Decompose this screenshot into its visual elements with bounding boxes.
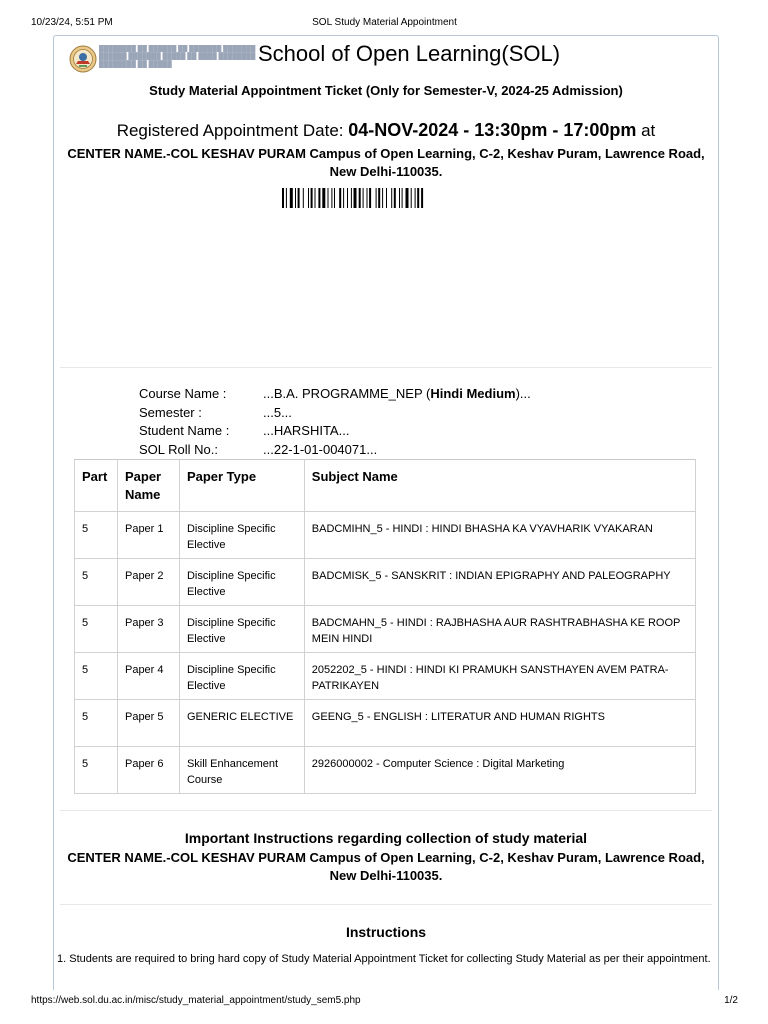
page-url: https://web.sol.du.ac.in/misc/study_material_appointment/study_sem5.php xyxy=(31,995,361,1006)
table-row xyxy=(75,700,696,747)
print-footer xyxy=(31,995,738,1009)
print-page-title: SOL Study Material Appointment xyxy=(312,17,457,28)
subject-name-cell: 2926000002 - Computer Science : Digital Marketing xyxy=(304,747,695,794)
page-number: 1/2 xyxy=(724,995,738,1006)
part-cell: 5 xyxy=(75,700,118,747)
subject-name-cell: BADCMAHN_5 - HINDI : RAJBHASHA AUR RASHTRABHASHA KE ROOP MEIN HINDI xyxy=(304,606,695,653)
appointment-datetime: 04-NOV-2024 - 13:30pm - 17:00pm xyxy=(348,120,637,140)
university-logo-icon xyxy=(69,45,97,73)
appointment-center: CENTER NAME.-COL KESHAV PURAM Campus of Open Learning, C-2, Keshav Puram, Lawrence Road, New Delhi-110035. xyxy=(67,146,705,179)
subject-name-cell: BADCMIHN_5 - HINDI : HINDI BHASHA KA VYAVHARIK VYAKARAN xyxy=(304,512,695,559)
table-row xyxy=(75,606,696,653)
table-header-row xyxy=(75,460,696,512)
subject-name-cell: BADCMISK_5 - SANSKRIT : INDIAN EPIGRAPHY AND PALEOGRAPHY xyxy=(304,559,695,606)
course-label: Course Name : xyxy=(139,386,227,401)
important-center: CENTER NAME.-COL KESHAV PURAM Campus of Open Learning, C-2, Keshav Puram, Lawrence Road, New Delhi-110035. xyxy=(67,850,705,883)
paper-name-cell: Paper 2 xyxy=(117,559,179,606)
part-cell: 5 xyxy=(75,653,118,700)
paper-name-cell: Paper 1 xyxy=(117,512,179,559)
table-row xyxy=(75,512,696,559)
paper-name-cell: Paper 6 xyxy=(117,747,179,794)
subject-name-cell: GEENG_5 - ENGLISH : LITERATUR AND HUMAN RIGHTS xyxy=(304,700,695,747)
important-instructions-title: Important Instructions regarding collection of study material xyxy=(184,830,588,846)
barcode xyxy=(282,188,468,208)
roll-value: ...22-1-01-004071... xyxy=(263,441,378,457)
divider xyxy=(60,810,712,811)
table-row xyxy=(75,747,696,794)
column-header: Paper Name xyxy=(117,460,179,512)
divider xyxy=(60,904,712,905)
roll-label: SOL Roll No.: xyxy=(139,441,218,457)
paper-type-cell: Discipline Specific Elective xyxy=(179,606,304,653)
paper-type-cell: Discipline Specific Elective xyxy=(179,653,304,700)
semester-value: ...5... xyxy=(263,404,292,420)
ticket-subtitle: Study Material Appointment Ticket (Only for Semester-V, 2024-25 Admission) xyxy=(149,83,623,98)
part-cell: 5 xyxy=(75,606,118,653)
instructions-title: Instructions xyxy=(345,924,427,940)
part-cell: 5 xyxy=(75,747,118,794)
student-name-value: ...HARSHITA... xyxy=(263,423,350,438)
table-row xyxy=(75,653,696,700)
semester-label: Semester : xyxy=(139,404,202,420)
course-medium: Hindi Medium xyxy=(430,386,516,401)
papers-table xyxy=(74,459,696,794)
page-title: School of Open Learning(SOL) xyxy=(258,41,561,66)
paper-type-cell: Discipline Specific Elective xyxy=(179,559,304,606)
student-name-label: Student Name : xyxy=(139,423,230,438)
table-row xyxy=(75,559,696,606)
column-header: Paper Type xyxy=(179,460,304,512)
paper-name-cell: Paper 3 xyxy=(117,606,179,653)
instruction-item: 1. Students are required to bring hard copy of Study Material Appointment Ticket for collecting Study Material as per their appointment. xyxy=(57,953,711,965)
course-name: ...B.A. PROGRAMME_NEP ( xyxy=(263,386,431,401)
print-header xyxy=(31,17,738,31)
subject-name-cell: 2052202_5 - HINDI : HINDI KI PRAMUKH SANSTHAYEN AVEM PATRA-PATRIKAYEN xyxy=(304,653,695,700)
part-cell: 5 xyxy=(75,559,118,606)
column-header: Subject Name xyxy=(304,460,695,512)
paper-type-cell: GENERIC ELECTIVE xyxy=(179,700,304,747)
university-name-graphic: ████████ ██ ██████ ██ ███████ ███████ ██████ ███████ █████ ██ ████ ████████ ████████ ██ █████ xyxy=(99,45,256,68)
divider xyxy=(60,367,712,368)
appointment-date-line xyxy=(53,120,719,141)
paper-type-cell: Skill Enhancement Course xyxy=(179,747,304,794)
appointment-suffix: at xyxy=(636,121,656,140)
paper-name-cell: Paper 4 xyxy=(117,653,179,700)
print-datetime: 10/23/24, 5:51 PM xyxy=(31,17,113,28)
paper-type-cell: Discipline Specific Elective xyxy=(179,512,304,559)
column-header: Part xyxy=(75,460,118,512)
course-value xyxy=(263,385,531,404)
appointment-label: Registered Appointment Date: xyxy=(116,121,349,140)
paper-name-cell: Paper 5 xyxy=(117,700,179,747)
course-suffix: )... xyxy=(515,386,531,401)
part-cell: 5 xyxy=(75,512,118,559)
